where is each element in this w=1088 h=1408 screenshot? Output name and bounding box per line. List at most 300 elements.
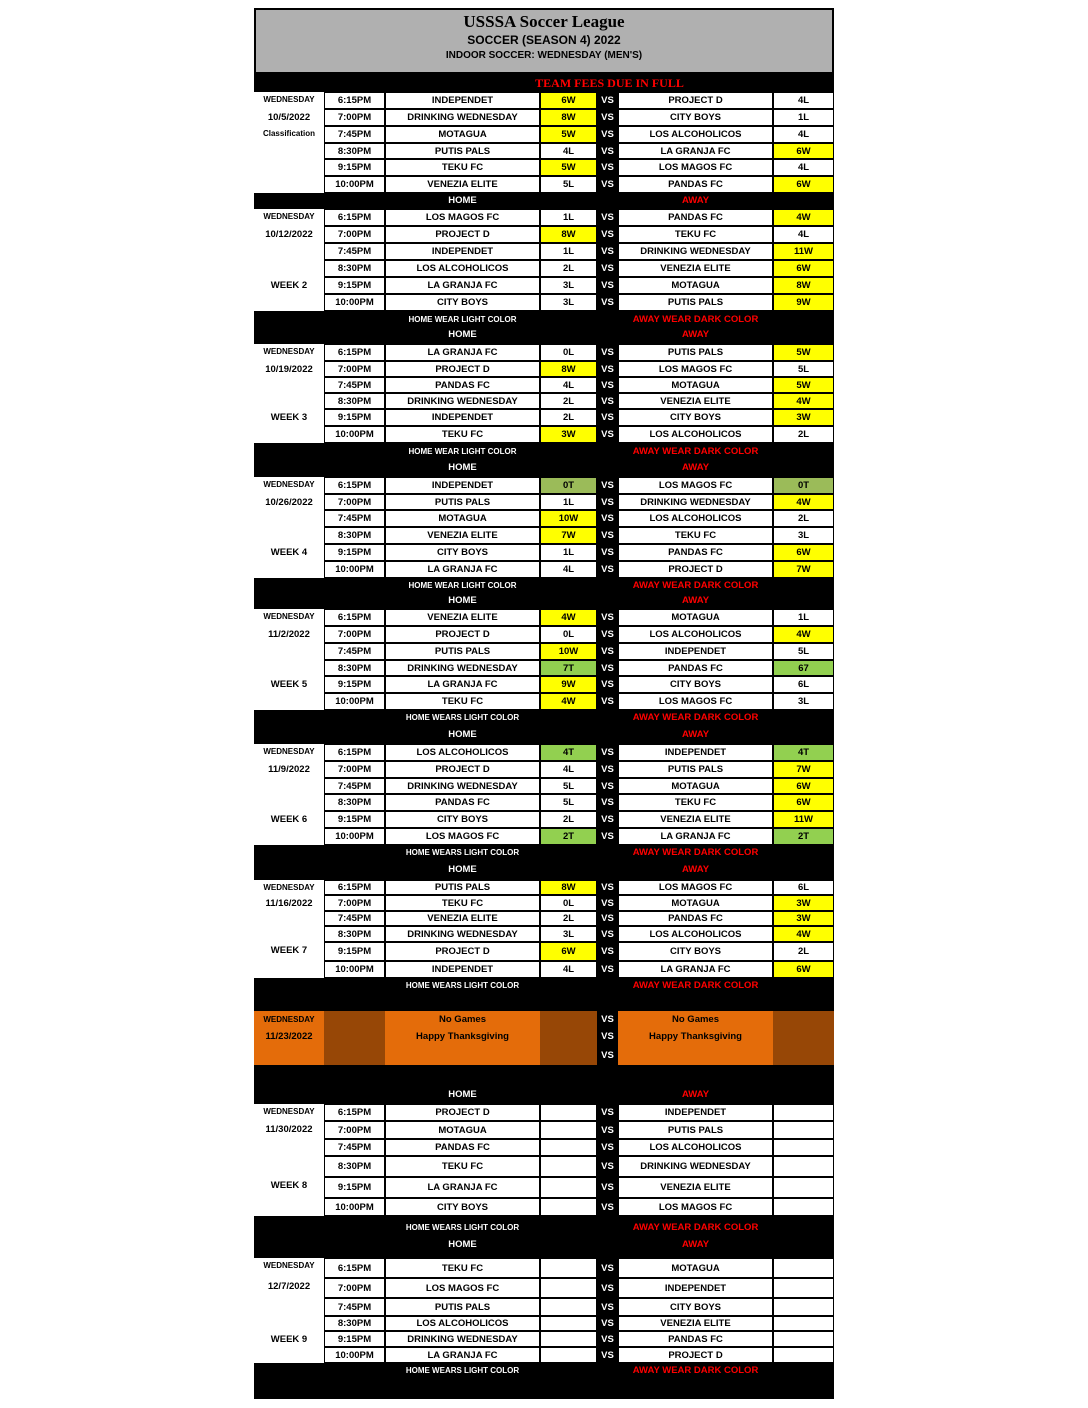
home-team: LOS ALCOHOLICOS <box>385 744 540 761</box>
away-team: INDEPENDET <box>618 1104 773 1121</box>
away-score: 1L <box>773 609 834 626</box>
home-team: LA GRANJA FC <box>385 344 540 361</box>
home-score <box>540 1177 597 1198</box>
away-label: AWAY <box>681 329 710 340</box>
game-time: 10:00PM <box>324 828 385 845</box>
away-score: 4W <box>773 393 834 409</box>
away-score: 4L <box>773 126 834 143</box>
game-time: 8:30PM <box>324 143 385 159</box>
away-team: MOTAGUA <box>618 778 773 794</box>
holiday-day: WEDNESDAY <box>254 1011 324 1028</box>
holiday-blank <box>254 1045 324 1065</box>
home-score: 10W <box>540 510 597 527</box>
home-score <box>540 1316 597 1331</box>
game-time: 7:00PM <box>324 626 385 643</box>
game-time: 9:15PM <box>324 676 385 693</box>
home-color-note: HOME WEARS LIGHT COLOR <box>405 712 520 722</box>
away-team: PROJECT D <box>618 92 773 109</box>
week-day: WEDNESDAY <box>263 612 315 621</box>
home-score <box>540 1104 597 1121</box>
away-team: LOS MAGOS FC <box>618 477 773 494</box>
game-time: 8:30PM <box>324 527 385 544</box>
vs-label: VS <box>601 1031 614 1042</box>
home-team: DRINKING WEDNESDAY <box>385 660 540 676</box>
holiday-home-score <box>540 1045 597 1065</box>
home-team: INDEPENDET <box>385 409 540 426</box>
away-team: DRINKING WEDNESDAY <box>618 243 773 260</box>
away-color-note: AWAY WEAR DARK COLOR <box>632 313 759 325</box>
home-score: 7W <box>540 527 597 544</box>
home-color-note: HOME WEARS LIGHT COLOR <box>405 847 520 857</box>
game-time: 8:30PM <box>324 926 385 942</box>
away-team: PANDAS FC <box>618 1331 773 1347</box>
away-score: 11W <box>773 811 834 828</box>
home-team: LOS MAGOS FC <box>385 209 540 226</box>
home-team: DRINKING WEDNESDAY <box>385 1331 540 1347</box>
game-time: 9:15PM <box>324 277 385 294</box>
away-team: CITY BOYS <box>618 942 773 961</box>
game-time: 7:00PM <box>324 361 385 377</box>
home-label: HOME <box>448 729 477 740</box>
away-team: CITY BOYS <box>618 676 773 693</box>
game-time: 8:30PM <box>324 260 385 277</box>
vs-label: VS <box>601 395 614 407</box>
home-team: PROJECT D <box>385 942 540 961</box>
away-team: VENEZIA ELITE <box>618 393 773 409</box>
week-label: WEEK 9 <box>270 1334 308 1345</box>
vs-label: VS <box>601 179 614 190</box>
vs-label: VS <box>601 229 614 240</box>
home-score <box>540 1331 597 1347</box>
vs-label: VS <box>601 1333 614 1345</box>
home-team: LOS MAGOS FC <box>385 828 540 845</box>
vs-label: VS <box>601 797 614 808</box>
home-team: VENEZIA ELITE <box>385 527 540 544</box>
away-team: LOS MAGOS FC <box>618 880 773 895</box>
game-time: 6:15PM <box>324 477 385 494</box>
home-score: 8W <box>540 361 597 377</box>
home-label: HOME <box>448 1239 477 1250</box>
home-score: 4L <box>540 761 597 778</box>
home-label: HOME <box>448 864 477 875</box>
vs-label: VS <box>601 530 614 541</box>
home-score: 4L <box>540 561 597 578</box>
away-team: LOS ALCOHOLICOS <box>618 1139 773 1156</box>
holiday-away-score <box>773 1011 834 1028</box>
home-team: PUTIS PALS <box>385 880 540 895</box>
game-time: 7:45PM <box>324 510 385 527</box>
away-team: PANDAS FC <box>618 544 773 561</box>
away-team: TEKU FC <box>618 794 773 811</box>
game-time: 7:45PM <box>324 778 385 794</box>
away-team: PANDAS FC <box>618 660 773 676</box>
week-date: 11/2/2022 <box>268 629 310 640</box>
away-score: 6W <box>773 961 834 978</box>
holiday-home-score <box>540 1011 597 1028</box>
away-team: LOS MAGOS FC <box>618 1198 773 1216</box>
holiday-away <box>618 1045 773 1065</box>
away-team: LOS ALCOHOLICOS <box>618 126 773 143</box>
game-time: 9:15PM <box>324 409 385 426</box>
away-label: AWAY <box>681 1089 710 1100</box>
vs-label: VS <box>601 747 614 758</box>
away-team: LOS ALCOHOLICOS <box>618 510 773 527</box>
game-time: 8:30PM <box>324 794 385 811</box>
vs-label: VS <box>601 629 614 640</box>
away-color-note: AWAY WEAR DARK COLOR <box>632 1364 759 1376</box>
vs-label: VS <box>601 1201 614 1213</box>
home-score: 4L <box>540 961 597 978</box>
home-label: HOME <box>448 329 477 340</box>
vs-label: VS <box>601 347 614 358</box>
week-label: WEEK 6 <box>270 814 308 825</box>
away-score: 7W <box>773 761 834 778</box>
away-score: 3W <box>773 409 834 426</box>
away-color-note: AWAY WEAR DARK COLOR <box>632 711 759 723</box>
away-color-note: AWAY WEAR DARK COLOR <box>632 846 759 858</box>
vs-label: VS <box>601 564 614 575</box>
vs-label: VS <box>601 646 614 657</box>
away-team: CITY BOYS <box>618 109 773 126</box>
home-team: INDEPENDET <box>385 961 540 978</box>
game-time: 9:15PM <box>324 159 385 176</box>
week-label: WEEK 3 <box>270 412 308 423</box>
away-label: AWAY <box>681 1239 710 1250</box>
home-score: 4T <box>540 744 597 761</box>
vs-label: VS <box>601 1318 614 1329</box>
home-team: MOTAGUA <box>385 510 540 527</box>
away-team: INDEPENDET <box>618 1278 773 1298</box>
away-team: LOS MAGOS FC <box>618 693 773 710</box>
holiday-away-score <box>773 1045 834 1065</box>
home-score: 3W <box>540 426 597 443</box>
vs-label: VS <box>601 1142 614 1153</box>
home-team: DRINKING WEDNESDAY <box>385 393 540 409</box>
week-label: WEEK 8 <box>270 1180 308 1191</box>
game-time: 8:30PM <box>324 1156 385 1177</box>
game-time: 6:15PM <box>324 744 385 761</box>
week-day: WEDNESDAY <box>263 1107 315 1116</box>
home-team: PUTIS PALS <box>385 1298 540 1316</box>
home-team: CITY BOYS <box>385 1198 540 1216</box>
game-time: 7:00PM <box>324 895 385 911</box>
home-team: TEKU FC <box>385 159 540 176</box>
fees-notice: TEAM FEES DUE IN FULL <box>535 76 684 90</box>
home-label: HOME <box>448 595 477 606</box>
away-score <box>773 1278 834 1298</box>
home-team: PROJECT D <box>385 761 540 778</box>
away-score: 5L <box>773 643 834 660</box>
game-time: 7:45PM <box>324 243 385 260</box>
away-label: AWAY <box>681 729 710 740</box>
away-score: 6L <box>773 676 834 693</box>
vs-label: VS <box>601 1107 614 1118</box>
week-date: 10/26/2022 <box>265 497 313 508</box>
home-team: LA GRANJA FC <box>385 1347 540 1363</box>
vs-label: VS <box>601 429 614 440</box>
vs-label: VS <box>601 513 614 524</box>
away-team: PROJECT D <box>618 1347 773 1363</box>
away-score: 3L <box>773 527 834 544</box>
away-team: LOS MAGOS FC <box>618 361 773 377</box>
game-time: 9:15PM <box>324 544 385 561</box>
week-date: 12/7/2022 <box>267 1281 311 1292</box>
away-team: LOS MAGOS FC <box>618 159 773 176</box>
away-team: PROJECT D <box>618 561 773 578</box>
home-score: 4W <box>540 609 597 626</box>
vs-label: VS <box>601 480 614 491</box>
home-score: 6W <box>540 92 597 109</box>
home-team: PUTIS PALS <box>385 143 540 159</box>
home-score <box>540 1258 597 1278</box>
vs-label: VS <box>601 897 614 909</box>
away-score: 6W <box>773 544 834 561</box>
game-time: 7:45PM <box>324 126 385 143</box>
home-color-note: HOME WEARS LIGHT COLOR <box>405 1365 520 1375</box>
away-score <box>773 1316 834 1331</box>
game-time: 6:15PM <box>324 92 385 109</box>
away-score <box>773 1347 834 1363</box>
home-score: 1L <box>540 243 597 260</box>
home-team: MOTAGUA <box>385 126 540 143</box>
home-team: PANDAS FC <box>385 1139 540 1156</box>
holiday-home <box>385 1045 540 1065</box>
game-time: 7:00PM <box>324 226 385 243</box>
away-team: LOS ALCOHOLICOS <box>618 626 773 643</box>
week-info <box>254 609 324 710</box>
away-score: 6L <box>773 880 834 895</box>
away-score <box>773 1139 834 1156</box>
home-team: VENEZIA ELITE <box>385 176 540 193</box>
league-title: USSSA Soccer League <box>463 12 625 31</box>
vs-label: VS <box>601 246 614 257</box>
vs-label: VS <box>601 263 614 274</box>
vs-label: VS <box>601 696 614 707</box>
home-score: 5W <box>540 159 597 176</box>
game-time: 7:45PM <box>324 377 385 393</box>
away-team: DRINKING WEDNESDAY <box>618 1156 773 1177</box>
game-time: 10:00PM <box>324 176 385 193</box>
vs-label: VS <box>601 764 614 775</box>
home-team: TEKU FC <box>385 1156 540 1177</box>
home-team: DRINKING WEDNESDAY <box>385 109 540 126</box>
game-time: 7:45PM <box>324 1139 385 1156</box>
home-team: LA GRANJA FC <box>385 676 540 693</box>
game-time: 8:30PM <box>324 393 385 409</box>
away-team: PANDAS FC <box>618 176 773 193</box>
game-time: 9:15PM <box>324 1331 385 1347</box>
home-score: 1L <box>540 544 597 561</box>
game-time: 10:00PM <box>324 961 385 978</box>
away-score: 2T <box>773 828 834 845</box>
away-score: 6W <box>773 778 834 794</box>
away-color-note: AWAY WEAR DARK COLOR <box>632 1221 759 1233</box>
vs-label: VS <box>601 612 614 623</box>
away-score: 11W <box>773 243 834 260</box>
week-info <box>254 744 324 845</box>
holiday-away-score <box>773 1028 834 1045</box>
home-score: 0L <box>540 895 597 911</box>
holiday-date: 11/23/2022 <box>254 1028 324 1045</box>
away-score: 1L <box>773 109 834 126</box>
home-score <box>540 1347 597 1363</box>
home-score <box>540 1278 597 1298</box>
away-label: AWAY <box>681 195 710 206</box>
week-info <box>254 477 324 578</box>
away-score: 67 <box>773 660 834 676</box>
schedule-sheet <box>254 8 834 1399</box>
away-score <box>773 1104 834 1121</box>
week-day: WEDNESDAY <box>263 212 315 221</box>
home-score: 2L <box>540 811 597 828</box>
home-team: PUTIS PALS <box>385 494 540 510</box>
away-team: LOS ALCOHOLICOS <box>618 926 773 942</box>
away-team: MOTAGUA <box>618 609 773 626</box>
away-score: 5W <box>773 377 834 393</box>
season-subtitle: SOCCER (SEASON 4) 2022 <box>467 33 621 47</box>
away-score: 6W <box>773 260 834 277</box>
week-date: 11/16/2022 <box>265 898 313 909</box>
away-team: LA GRANJA FC <box>618 143 773 159</box>
away-score: 4W <box>773 926 834 942</box>
away-score: 4W <box>773 626 834 643</box>
home-team: DRINKING WEDNESDAY <box>385 778 540 794</box>
game-time: 8:30PM <box>324 1316 385 1331</box>
away-score: 2L <box>773 942 834 961</box>
game-time: 7:45PM <box>324 643 385 660</box>
game-time: 6:15PM <box>324 1104 385 1121</box>
week-info <box>254 209 324 311</box>
home-score: 5L <box>540 176 597 193</box>
holiday-time <box>324 1045 385 1065</box>
home-team: INDEPENDET <box>385 92 540 109</box>
away-score: 6W <box>773 143 834 159</box>
week-date: 11/30/2022 <box>265 1124 313 1135</box>
home-label: HOME <box>448 1089 477 1100</box>
home-score: 0T <box>540 477 597 494</box>
away-team: PANDAS FC <box>618 209 773 226</box>
week-date: 10/19/2022 <box>265 364 313 375</box>
home-color-note: HOME WEAR LIGHT COLOR <box>408 314 517 324</box>
vs-label: VS <box>601 662 614 674</box>
home-score: 2L <box>540 260 597 277</box>
away-team: MOTAGUA <box>618 1258 773 1278</box>
away-team: TEKU FC <box>618 527 773 544</box>
home-team: PANDAS FC <box>385 377 540 393</box>
game-time: 9:15PM <box>324 942 385 961</box>
away-team: CITY BOYS <box>618 1298 773 1316</box>
holiday-home-score <box>540 1028 597 1045</box>
home-team: PROJECT D <box>385 626 540 643</box>
away-score <box>773 1177 834 1198</box>
week-label: WEEK 4 <box>270 547 308 558</box>
week-day: WEDNESDAY <box>263 480 315 489</box>
week-info <box>254 92 324 193</box>
home-score: 1L <box>540 494 597 510</box>
home-score: 7T <box>540 660 597 676</box>
vs-label: VS <box>601 145 614 157</box>
home-team: TEKU FC <box>385 693 540 710</box>
vs-label: VS <box>601 780 614 792</box>
home-score: 5L <box>540 778 597 794</box>
away-team: PUTIS PALS <box>618 761 773 778</box>
home-score: 8W <box>540 109 597 126</box>
away-score: 3W <box>773 911 834 926</box>
away-team: INDEPENDET <box>618 643 773 660</box>
vs-label: VS <box>601 831 614 842</box>
away-score: 3L <box>773 693 834 710</box>
home-score: 8W <box>540 880 597 895</box>
home-team: INDEPENDET <box>385 477 540 494</box>
away-team: MOTAGUA <box>618 895 773 911</box>
home-score: 6W <box>540 942 597 961</box>
home-team: INDEPENDET <box>385 243 540 260</box>
away-team: LOS ALCOHOLICOS <box>618 426 773 443</box>
home-score: 3L <box>540 294 597 311</box>
away-score <box>773 1258 834 1278</box>
vs-label: VS <box>601 297 614 308</box>
week-info <box>254 880 324 978</box>
away-label: AWAY <box>681 595 710 606</box>
home-score <box>540 1121 597 1139</box>
home-score: 8W <box>540 226 597 243</box>
home-score: 5W <box>540 126 597 143</box>
away-color-note: AWAY WEAR DARK COLOR <box>632 579 759 591</box>
week-date: 10/12/2022 <box>265 229 313 240</box>
game-time: 7:00PM <box>324 109 385 126</box>
away-score: 2L <box>773 426 834 443</box>
away-score <box>773 1121 834 1139</box>
game-time: 7:45PM <box>324 911 385 926</box>
home-score: 3L <box>540 277 597 294</box>
week-day: WEDNESDAY <box>263 747 315 756</box>
game-time: 7:45PM <box>324 1298 385 1316</box>
home-team: LOS ALCOHOLICOS <box>385 260 540 277</box>
away-score: 4L <box>773 226 834 243</box>
vs-label: VS <box>601 129 614 140</box>
vs-label: VS <box>601 112 614 123</box>
away-team: PANDAS FC <box>618 911 773 926</box>
home-score: 0L <box>540 626 597 643</box>
away-score: 4W <box>773 209 834 226</box>
home-team: PROJECT D <box>385 226 540 243</box>
game-time: 6:15PM <box>324 344 385 361</box>
holiday-away: Happy Thanksgiving <box>618 1028 773 1045</box>
game-time: 7:00PM <box>324 1278 385 1298</box>
away-score: 0T <box>773 477 834 494</box>
vs-label: VS <box>601 1301 614 1313</box>
vs-label: VS <box>601 882 614 893</box>
vs-label: VS <box>601 1262 614 1274</box>
away-team: PUTIS PALS <box>618 294 773 311</box>
away-score <box>773 1198 834 1216</box>
away-score: 7W <box>773 561 834 578</box>
home-team: TEKU FC <box>385 1258 540 1278</box>
week-label: WEEK 2 <box>270 280 308 291</box>
away-score: 4T <box>773 744 834 761</box>
vs-label: VS <box>601 1124 614 1136</box>
home-color-note: HOME WEARS LIGHT COLOR <box>405 980 520 990</box>
away-score: 8W <box>773 277 834 294</box>
game-time: 10:00PM <box>324 1347 385 1363</box>
home-team: LOS ALCOHOLICOS <box>385 1316 540 1331</box>
away-score <box>773 1298 834 1316</box>
home-score: 4W <box>540 693 597 710</box>
away-team: MOTAGUA <box>618 277 773 294</box>
vs-label: VS <box>601 363 614 375</box>
week-info <box>254 1258 324 1363</box>
away-label: AWAY <box>681 864 710 875</box>
